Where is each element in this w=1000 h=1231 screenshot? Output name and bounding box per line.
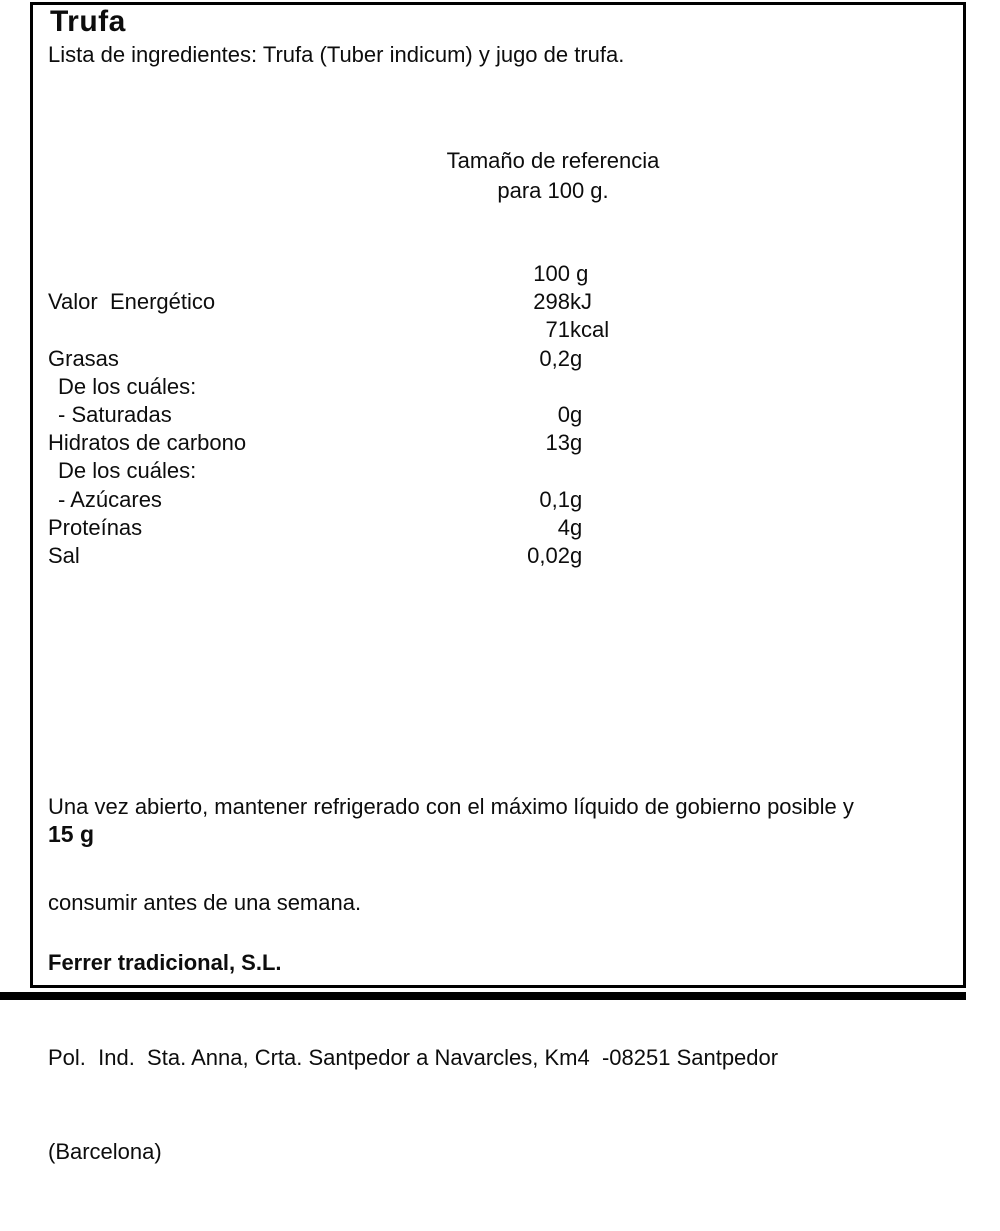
serving-reference bbox=[303, 146, 803, 206]
nutrition-row-energy-kj bbox=[48, 289, 628, 317]
nutrient-label: De los cuáles: bbox=[58, 458, 197, 484]
ingredients-line: Lista de ingredientes: Trufa (Tuber indicum) y jugo de trufa. bbox=[48, 42, 625, 67]
nutrient-unit: g bbox=[570, 401, 583, 427]
nutrient-label: Valor Energético bbox=[48, 289, 216, 315]
nutrition-row-protein bbox=[48, 515, 628, 543]
nutrient-label: - Azúcares bbox=[58, 486, 162, 512]
nutrient-unit: kJ bbox=[570, 289, 592, 315]
nutrient-label: Sal bbox=[48, 542, 80, 568]
storage-note-line2: consumir antes de una semana. bbox=[48, 890, 362, 915]
nutrient-unit: g bbox=[570, 542, 583, 568]
product-title: Trufa bbox=[50, 5, 126, 38]
nutrient-amount: 0,2 bbox=[539, 345, 570, 371]
nutrition-row-energy-kcal bbox=[48, 317, 628, 345]
nutrient-amount: 13 bbox=[545, 430, 570, 456]
nutrient-unit: g bbox=[570, 345, 583, 371]
manufacturer-block bbox=[48, 884, 778, 1231]
nutrient-label: De los cuáles: bbox=[58, 373, 197, 399]
serving-reference-line1: Tamaño de referencia bbox=[446, 148, 660, 173]
nutrient-amount: 0,1 bbox=[539, 486, 570, 512]
manufacturer-address-line2: (Barcelona) bbox=[48, 1139, 162, 1164]
nutrient-label: Proteínas bbox=[48, 514, 143, 540]
nutrient-unit: g bbox=[570, 486, 583, 512]
nutrition-row-sugars bbox=[48, 487, 628, 515]
nutrient-amount: 0,02 bbox=[527, 542, 570, 568]
nutrition-header-amount: 100 bbox=[533, 261, 570, 286]
storage-note-line1: Una vez abierto, mantener refrigerado con el máximo líquido de gobierno posible y bbox=[48, 794, 854, 819]
nutrition-row-fat bbox=[48, 346, 628, 374]
nutrient-label: Hidratos de carbono bbox=[48, 430, 247, 456]
nutrient-amount: 0 bbox=[557, 401, 570, 427]
serving-reference-line2: para 100 g. bbox=[497, 178, 609, 203]
nutrient-unit: g bbox=[570, 430, 583, 456]
net-weight: 15 g bbox=[48, 821, 95, 847]
nutrition-row-of-which-fat bbox=[48, 374, 628, 402]
nutrient-amount: 298 bbox=[533, 289, 570, 315]
nutrition-row-saturates bbox=[48, 402, 628, 430]
nutrition-row-salt bbox=[48, 543, 628, 571]
nutrient-unit: kcal bbox=[570, 317, 610, 343]
nutrition-header-unit: g bbox=[570, 261, 589, 286]
nutrition-column-header bbox=[48, 261, 628, 289]
manufacturer-address-line1: Pol. Ind. Sta. Anna, Crta. Santpedor a Navarcles, Km4 -08251 Santpedor bbox=[48, 1044, 779, 1070]
nutrient-label: Grasas bbox=[48, 345, 119, 371]
nutrition-row-of-which-carbs bbox=[48, 458, 628, 486]
nutrient-amount: 71 bbox=[545, 317, 570, 343]
manufacturer-name: Ferrer tradicional, S.L. bbox=[48, 950, 282, 975]
nutrient-label: - Saturadas bbox=[58, 401, 172, 427]
nutrient-unit: g bbox=[570, 514, 583, 540]
nutrition-table bbox=[48, 261, 628, 571]
nutrition-row-carbohydrate bbox=[48, 430, 628, 458]
nutrient-amount: 4 bbox=[557, 514, 570, 540]
